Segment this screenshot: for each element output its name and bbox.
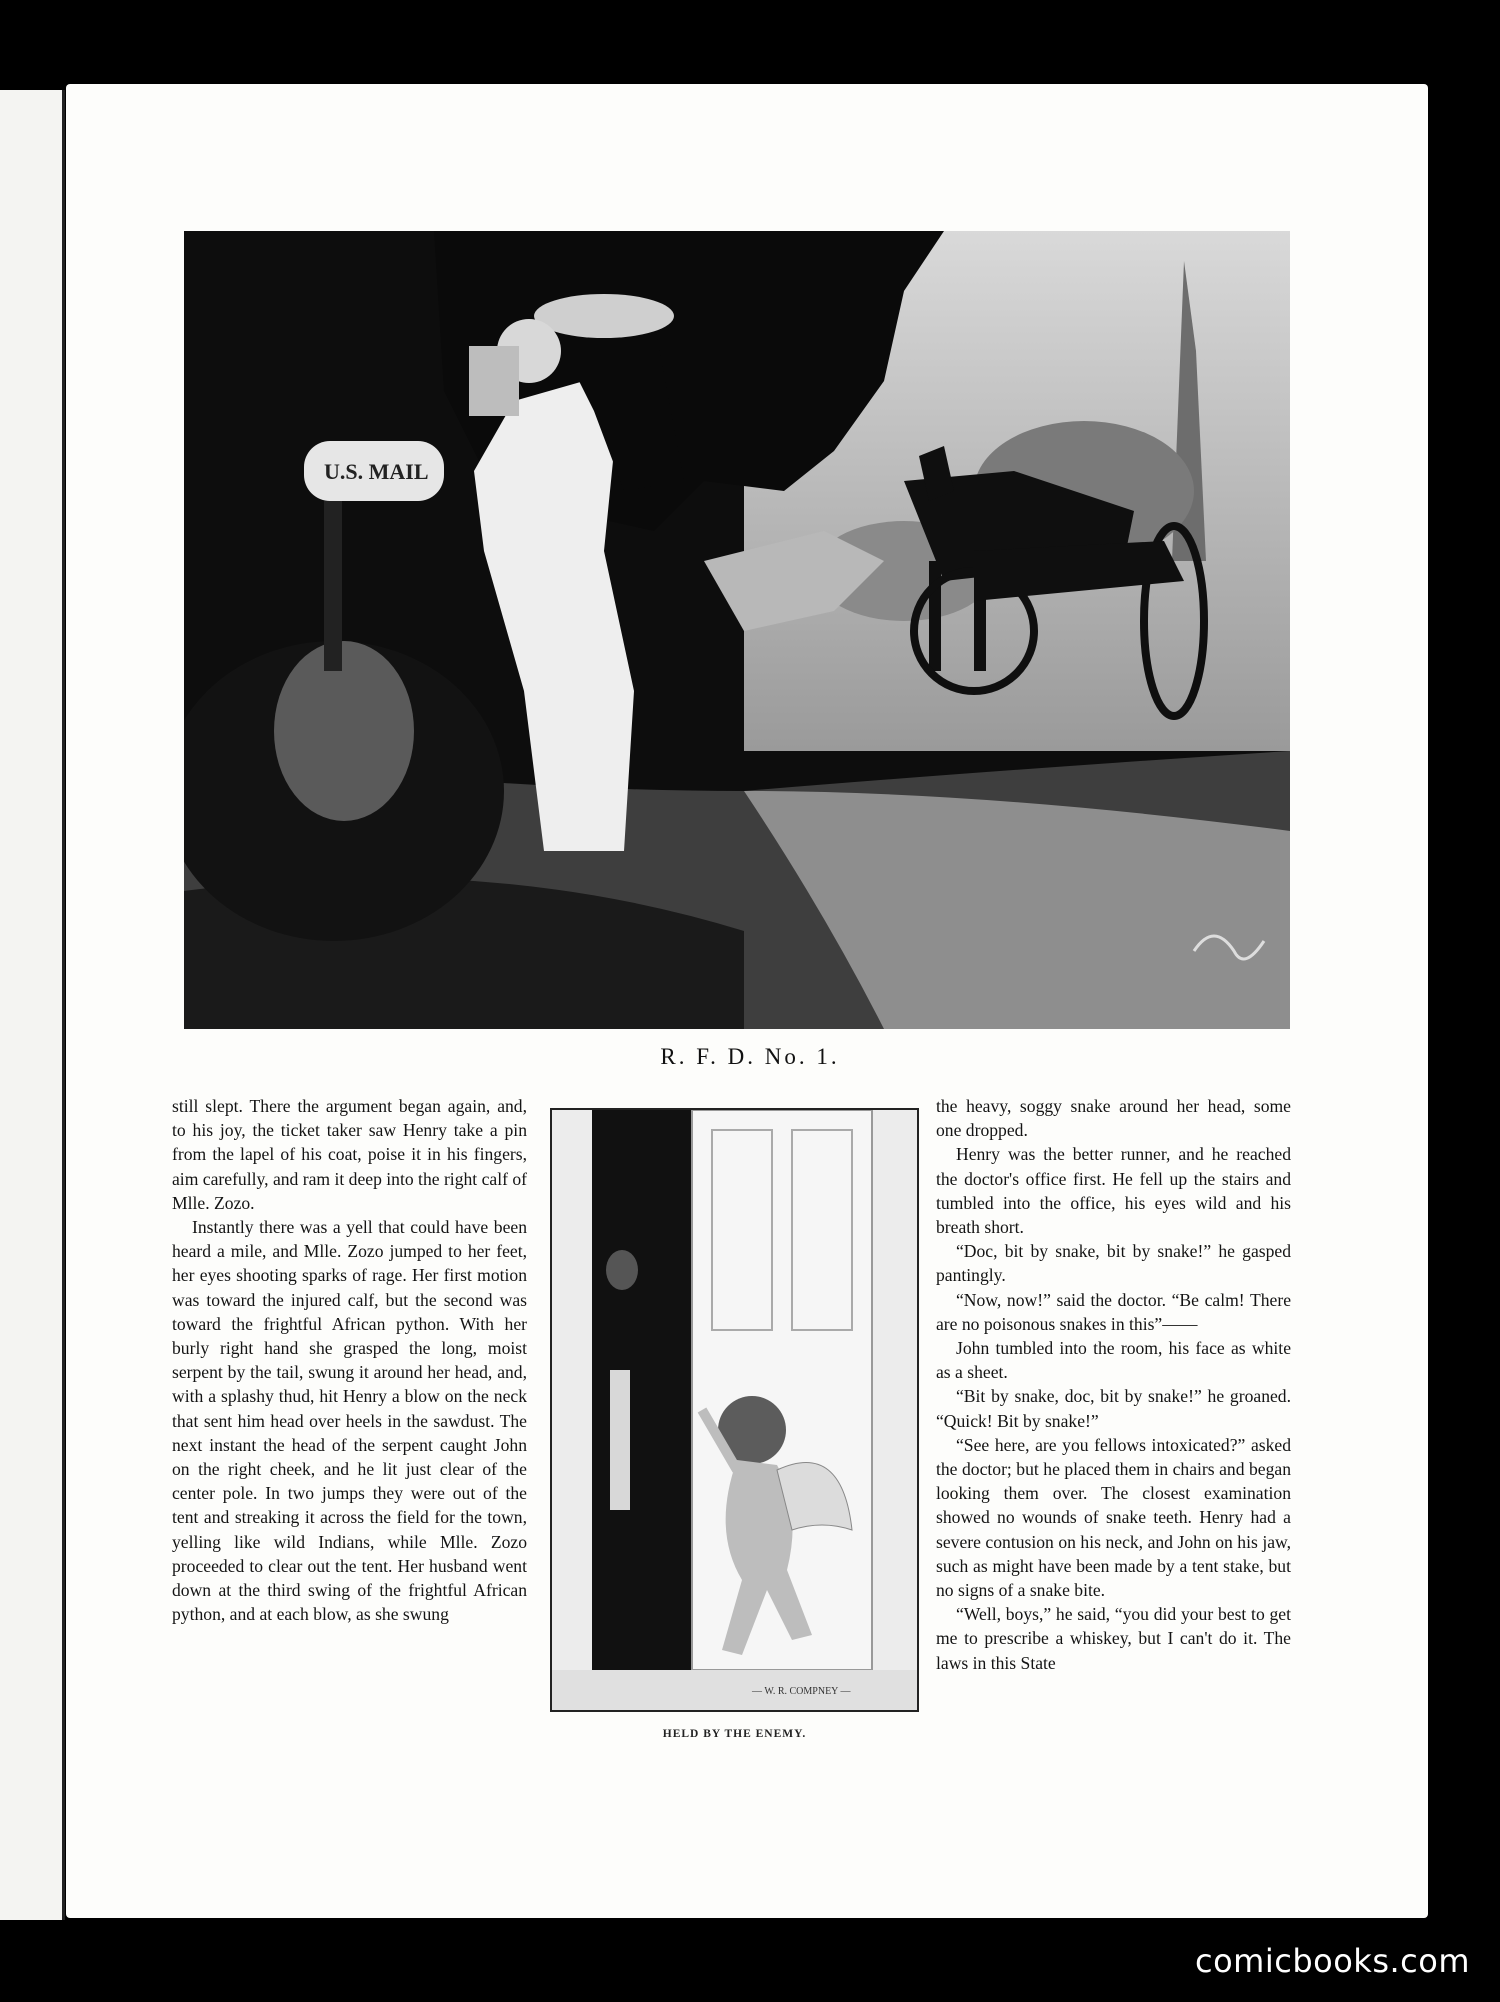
facing-page-edge — [0, 90, 65, 1920]
illustration-held-by-the-enemy — [550, 1108, 919, 1712]
watermark: comicbooks.com — [1194, 1942, 1470, 1980]
paragraph: Instantly there was a yell that could have been heard a mile, and Mlle. Zozo jumped to her feet, her eyes shooting sparks of rage. Her first motion was toward the injured calf, but the second was toward the frightful African python. With her burly right hand she grasped the long, moist serpent by the tail, swung it around her head, and, with a splashy thud, hit Henry a blow on the neck that sent him head over heels in the sawdust. The next instant the head of the serpent caught John on the right cheek, and he lit just clear of the center pole. In two jumps they were out of the tent and streaking it across the field for the town, yelling like wild Indians, while Mlle. Zozo proceeded to clear out the tent. Her husband went down at the third swing of the frightful African python, and at each blow, as she swung — [172, 1217, 527, 1625]
illustration-rfd — [184, 231, 1290, 1029]
text-column-left — [172, 1094, 527, 1626]
paragraph: “Well, boys,” he said, “you did your best to get me to prescribe a whiskey, but I can't do it. The laws in this State — [936, 1604, 1291, 1673]
paragraph: “Bit by snake, doc, bit by snake!” he groaned. “Quick! Bit by snake!” — [936, 1386, 1291, 1431]
paragraph: “Now, now!” said the doctor. “Be calm! There are no poisonous snakes in this”—— — [936, 1289, 1291, 1334]
text-column-right — [936, 1094, 1291, 1675]
mailbox-text: U.S. MAIL — [324, 459, 429, 484]
paragraph: Henry was the better runner, and he reached the doctor's office first. He fell up the stairs and tumbled into the office, his eyes wild and his breath short. — [936, 1144, 1291, 1238]
illustration-signature: — W. R. COMPNEY — — [752, 1686, 851, 1697]
paragraph: “Doc, bit by snake, bit by snake!” he gasped pantingly. — [936, 1241, 1291, 1286]
paragraph: “See here, are you fellows intoxicated?” asked the doctor; but he placed them in chairs and began looking them over. The closest examination showed no wounds of snake teeth. Henry had a severe contusion on his neck, and John on his jaw, such as might have been made by a tent stake, but no signs of a snake bite. — [936, 1434, 1291, 1601]
illustration-caption-secondary: HELD BY THE ENEMY. — [662, 1728, 807, 1740]
paragraph: still slept. There the argument began again, and, to his joy, the ticket taker saw Henry take a pin from the lapel of his coat, poise it in his fingers, aim carefully, and ram it deep into the right calf of Mlle. Zozo. — [172, 1096, 527, 1213]
illustration-caption: R. F. D. No. 1. — [660, 1044, 840, 1069]
paragraph: John tumbled into the room, his face as white as a sheet. — [936, 1338, 1291, 1383]
paragraph: the heavy, soggy snake around her head, some one dropped. — [936, 1096, 1291, 1141]
